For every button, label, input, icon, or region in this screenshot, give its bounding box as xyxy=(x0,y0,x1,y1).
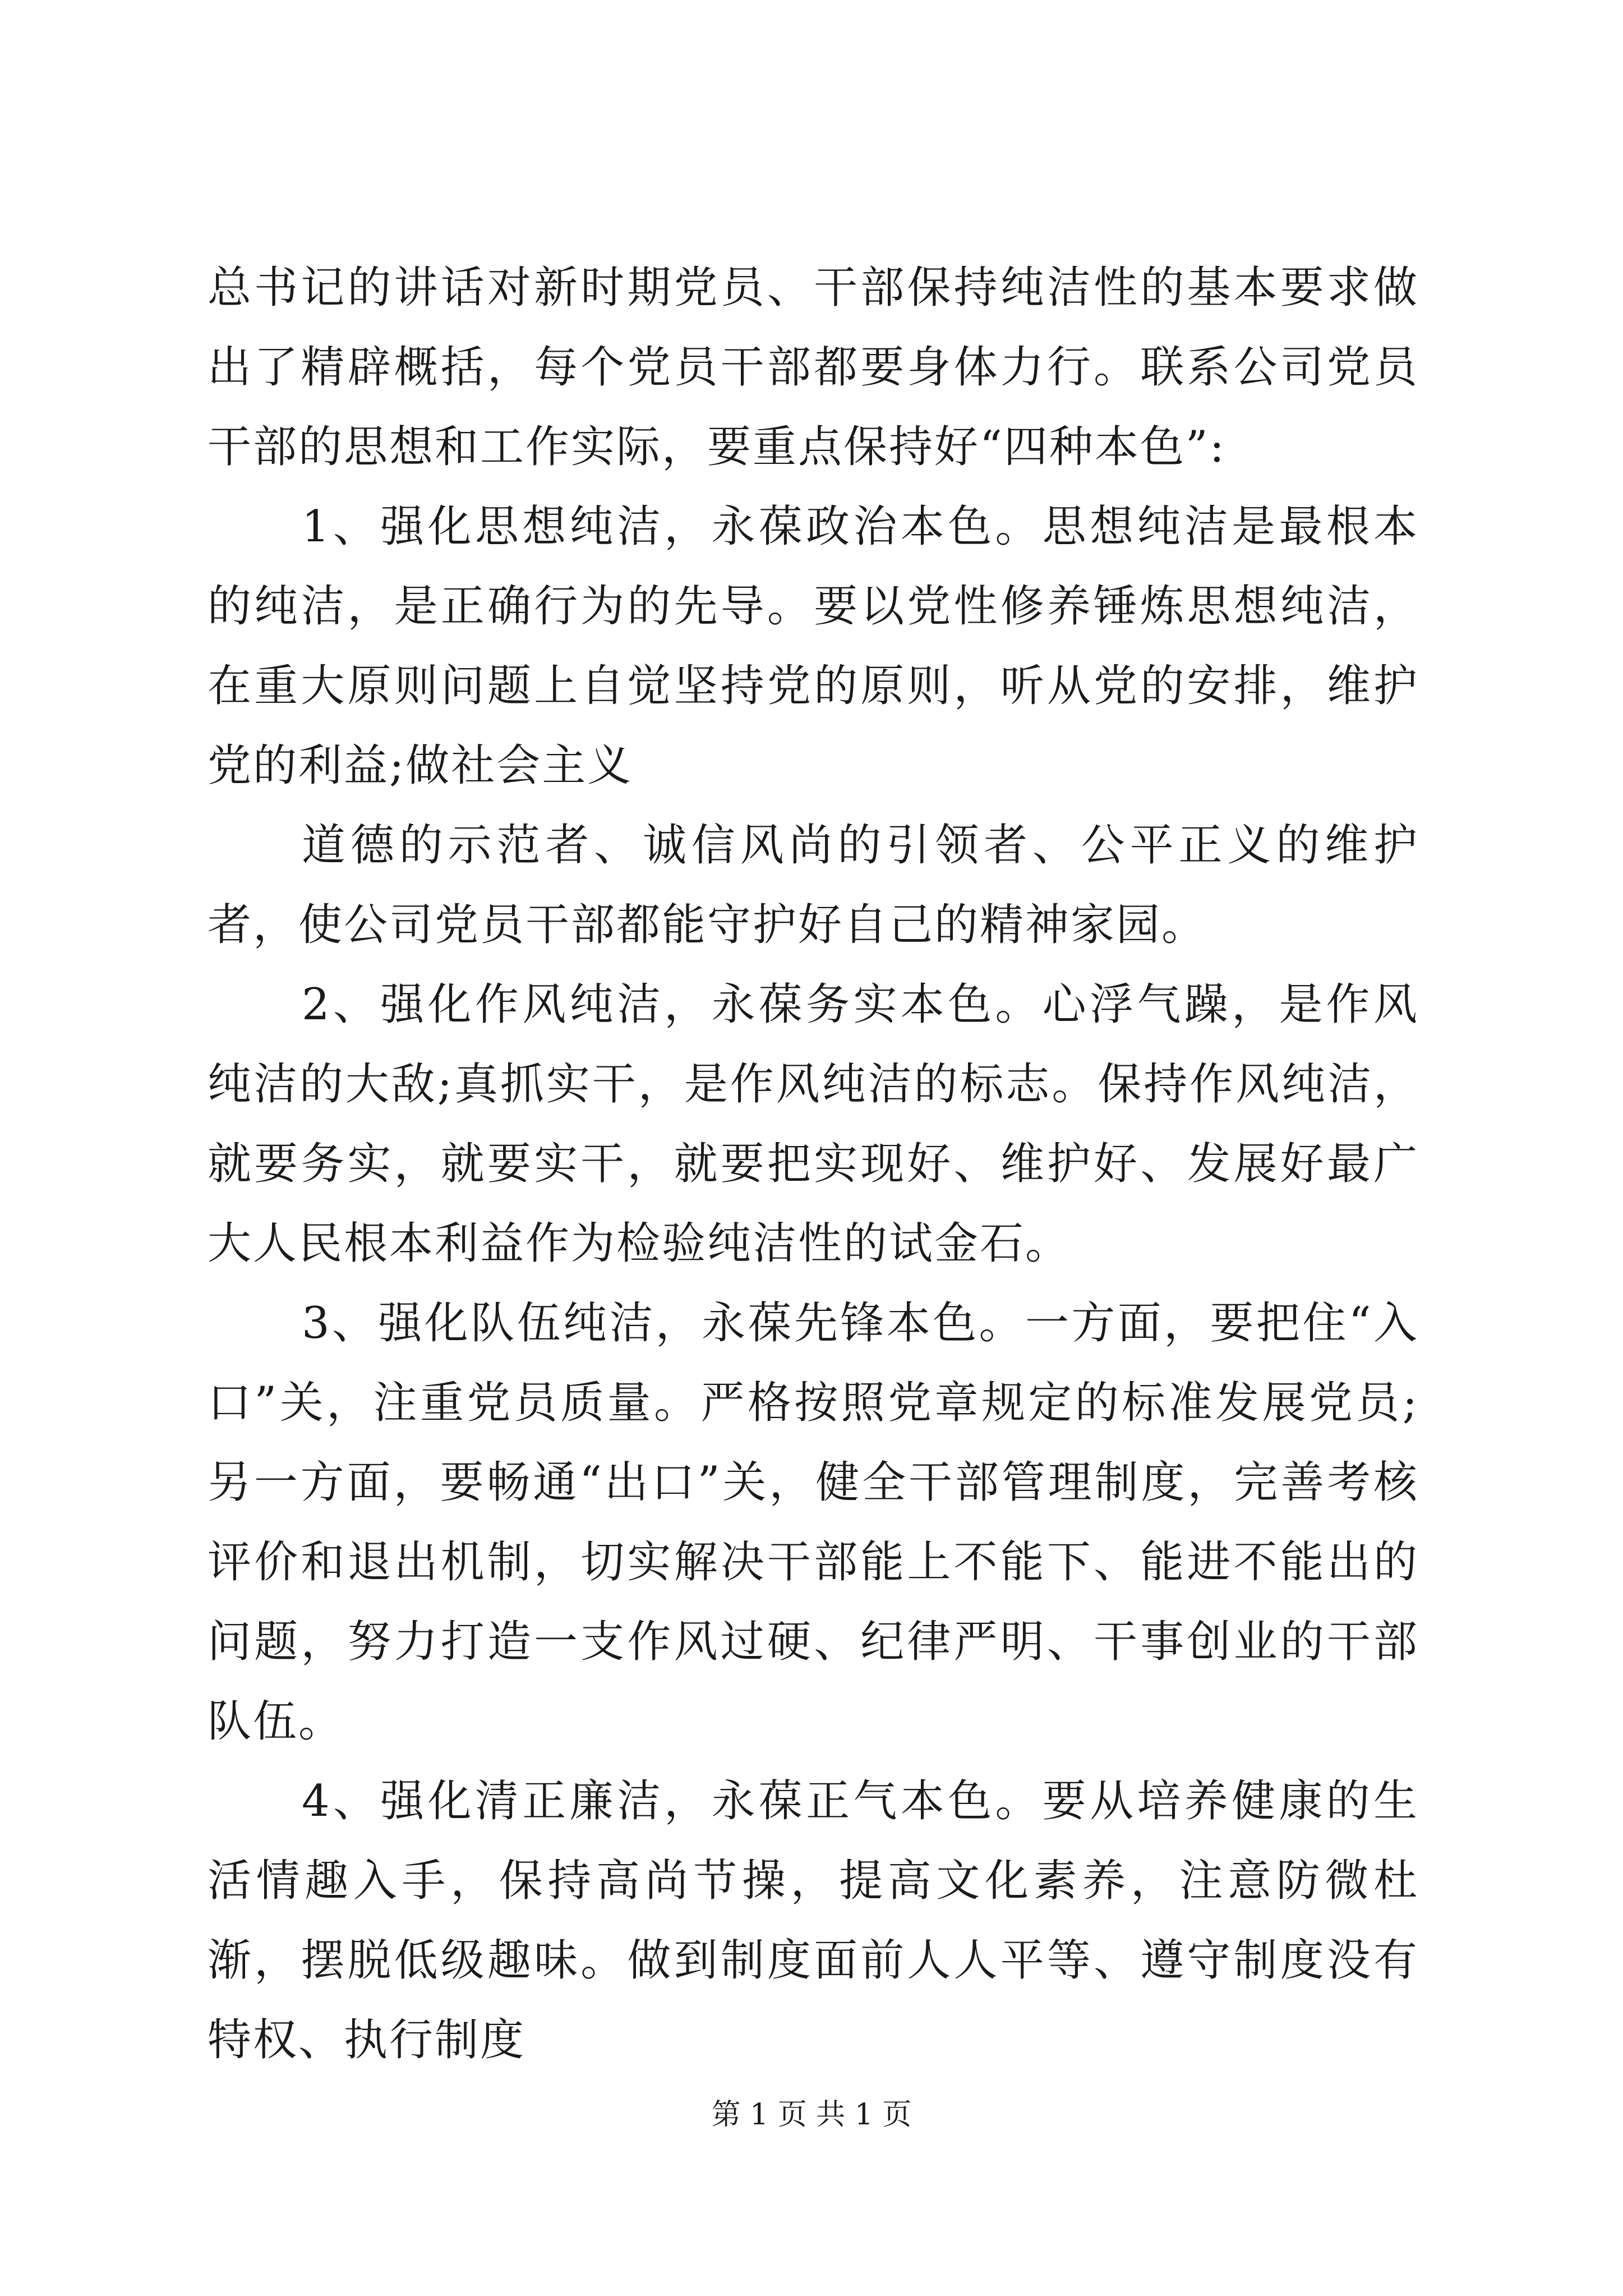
page-footer: 第 1 页 共 1 页 xyxy=(711,2098,912,2132)
paragraph-item-2: 2、强化作风纯洁，永葆务实本色。心浮气躁，是作风纯洁的大敌;真抓实干，是作风纯洁的标志。保持作风纯洁，就要务实，就要实干，就要把实现好、维护好、发展好最广大人民根本利益作为检验纯洁性的试金石。 xyxy=(208,979,1419,1269)
document-body xyxy=(208,248,1419,2080)
paragraph-item-4: 4、强化清正廉洁，永葆正气本色。要从培养健康的生活情趣入手，保持高尚节操，提高文化素养，注意防微杜渐，摆脱低级趣味。做到制度面前人人平等、遵守制度没有特权、执行制度 xyxy=(208,1776,1419,2065)
paragraph-item-1-continued: 道德的示范者、诚信风尚的引领者、公平正义的维护者，使公司党员干部都能守护好自己的精神家园。 xyxy=(208,820,1419,950)
paragraph-intro: 总书记的讲话对新时期党员、干部保持纯洁性的基本要求做出了精辟概括，每个党员干部都要身体力行。联系公司党员干部的思想和工作实际，要重点保持好“四种本色”: xyxy=(208,263,1419,472)
paragraph-item-1: 1、强化思想纯洁，永葆政治本色。思想纯洁是最根本的纯洁，是正确行为的先导。要以党性修养锤炼思想纯洁，在重大原则问题上自觉坚持党的原则，听从党的安排，维护党的利益;做社会主义 xyxy=(208,501,1419,791)
paragraph-item-3: 3、强化队伍纯洁，永葆先锋本色。一方面，要把住“入口”关，注重党员质量。严格按照党章规定的标准发展党员;另一方面，要畅通“出口”关，健全干部管理制度，完善考核评价和退出机制，切实解决干部能上不能下、能进不能出的问题，努力打造一支作风过硬、纪律严明、干事创业的干部队伍。 xyxy=(208,1298,1419,1747)
